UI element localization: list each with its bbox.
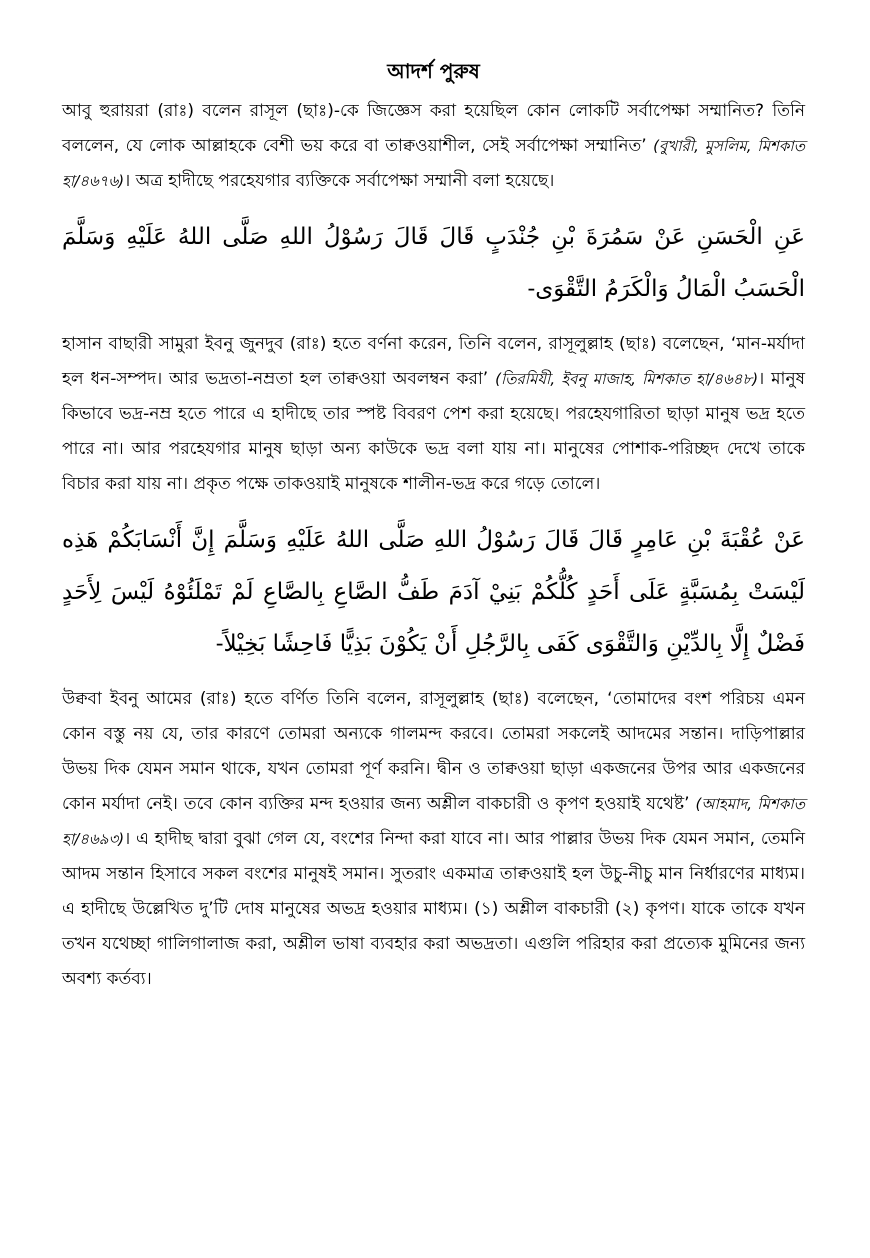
paragraph-2-text-continued: । মানুষ কিভাবে ভদ্র-নম্র হতে পারে এ হাদীছে তার স্পষ্ট বিবরণ পেশ করা হয়েছে। পরহেযগারিতা ছাড়া মানুষ ভদ্র হতে পারে না। আর পরহেযগার মানুষ ছাড়া অন্য কাউকে ভদ্র বলা যায় না। মানুষের পোশাক-পরিচ্ছদ দেখে তাকে বিচার করা যায় না। প্রকৃত পক্ষে তাকওয়াই মানুষকে শালীন-ভদ্র করে গড়ে তোলে। xyxy=(62,369,805,494)
paragraph-1-reference: (বুখারী, মুসলিম, মিশকাত হা/৪৬৭৬) xyxy=(62,137,805,190)
paragraph-1-text-continued: । অত্র হাদীছে পরহেযগার ব্যক্তিকে সর্বাপেক্ষা সম্মানী বলা হয়েছে। xyxy=(124,171,555,191)
paragraph-3-text-continued: । এ হাদীছ দ্বারা বুঝা গেল যে, বংশের নিন্দা করা যাবে না। আর পাল্লার উভয় দিক যেমন সমান, তেমনি আদম সন্তান হিসাবে সকল বংশের মানুষই সমান। সুতরাং একমাত্র তাক্বওয়াই হল উচু-নীচু মান নির্ধারণের মাধ্যম। এ হাদীছে উল্লেখিত দু’টি দোষ মানুষের অভদ্র হওয়ার মাধ্যম। (১) অশ্লীল বাকচারী (২) কৃপণ। যাকে তাকে যখন তখন যথেচ্ছা গালিগালাজ করা, অশ্লীল ভাষা ব্যবহার করা অভদ্রতা। এগুলি পরিহার করা প্রত্যেক মুমিনের জন্য অবশ্য কর্তব্য। xyxy=(62,829,805,989)
page-title: আদর্শ পুরুষ xyxy=(387,59,480,83)
paragraph-3 xyxy=(62,682,805,997)
paragraph-2 xyxy=(62,327,805,502)
paragraph-3-reference: (আহমাদ, মিশকাত হা/৪৬৯৩) xyxy=(62,795,805,848)
paragraph-1 xyxy=(62,94,805,199)
paragraph-3-text: উক্ববা ইবনু আমের (রাঃ) হতে বর্ণিত তিনি বলেন, রাসূলুল্লাহ (ছাঃ) বলেছেন, ‘তোমাদের বংশ পরিচয় এমন কোন বস্তু নয় যে, তার কারণে তোমরা অন্যকে গালমন্দ করবে। তোমরা সকলেই আদমের সন্তান। দাড়িপাল্লার উভয় দিক যেমন সমান থাকে, যখন তোমরা পূর্ণ করনি। দ্বীন ও তাক্বওয়া ছাড়া একজনের উপর আর একজনের কোন মর্যাদা নেই। তবে কোন ব্যক্তির মন্দ হওয়ার জন্য অশ্লীল বাকচারী ও কৃপণ হওয়াই যথেষ্ট’ xyxy=(62,689,805,814)
paragraph-1-text: আবু হুরায়রা (রাঃ) বলেন রাসূল (ছাঃ)-কে জিজ্ঞেস করা হয়েছিল কোন লোকটি সর্বাপেক্ষা সম্মানিত? তিনি বললেন, যে লোক আল্লাহকে বেশী ভয় করে বা তাক্বওয়াশীল, সেই সর্বাপেক্ষা সম্মানিত’ xyxy=(62,101,805,156)
paragraph-2-text: হাসান বাছারী সামুরা ইবনু জুনদুব (রাঃ) হতে বর্ণনা করেন, তিনি বলেন, রাসূলুল্লাহ (ছাঃ) বলেছেন, ‘মান-মর্যাদা হল ধন-সম্পদ। আর ভদ্রতা-নম্রতা হল তাক্বওয়া অবলম্বন করা’ xyxy=(62,334,805,389)
arabic-hadith-2: عَنْ عُقْبَةَ بْنِ عَامِرٍ قَالَ قَالَ رَسُوْلُ اللهِ صَلَّى اللهُ عَلَيْهِ وَسَلَّمَ إِنَّ أَنْسَابَكُمْ هَذِه لَيْسَتْ بِمُسَبَّةٍ عَلَى أَحَدٍ كُلُّكُمْ بَنِيْ آدَمَ طَفُّ الصَّاعِ بِالصَّاعِ لَمْ تَمْلَئُوْهُ لَيْسَ لِأَحَدٍ فَضْلٌ إِلَّا بِالدِّيْنِ وَالتَّقْوَى كَفَى بِالرَّجُلِ أَنْ يَكُوْنَ بَذِيًّا فَاحِشًا بَخِيْلاً- xyxy=(62,527,805,657)
paragraph-2-reference: (তিরমিযী, ইবনু মাজাহ, মিশকাত হা/৪৬৪৮) xyxy=(495,370,759,388)
arabic-hadith-1: عَنِ الْحَسَنِ عَنْ سَمُرَةَ بْنِ جُنْدَبٍ قَالَ قَالَ رَسُوْلُ اللهِ صَلَّى اللهُ عَلَيْهِ وَسَلَّمَ الْحَسَبُ الْمَالُ وَالْكَرَمُ التَّقْوَى- xyxy=(62,224,805,302)
document-page xyxy=(62,56,805,997)
